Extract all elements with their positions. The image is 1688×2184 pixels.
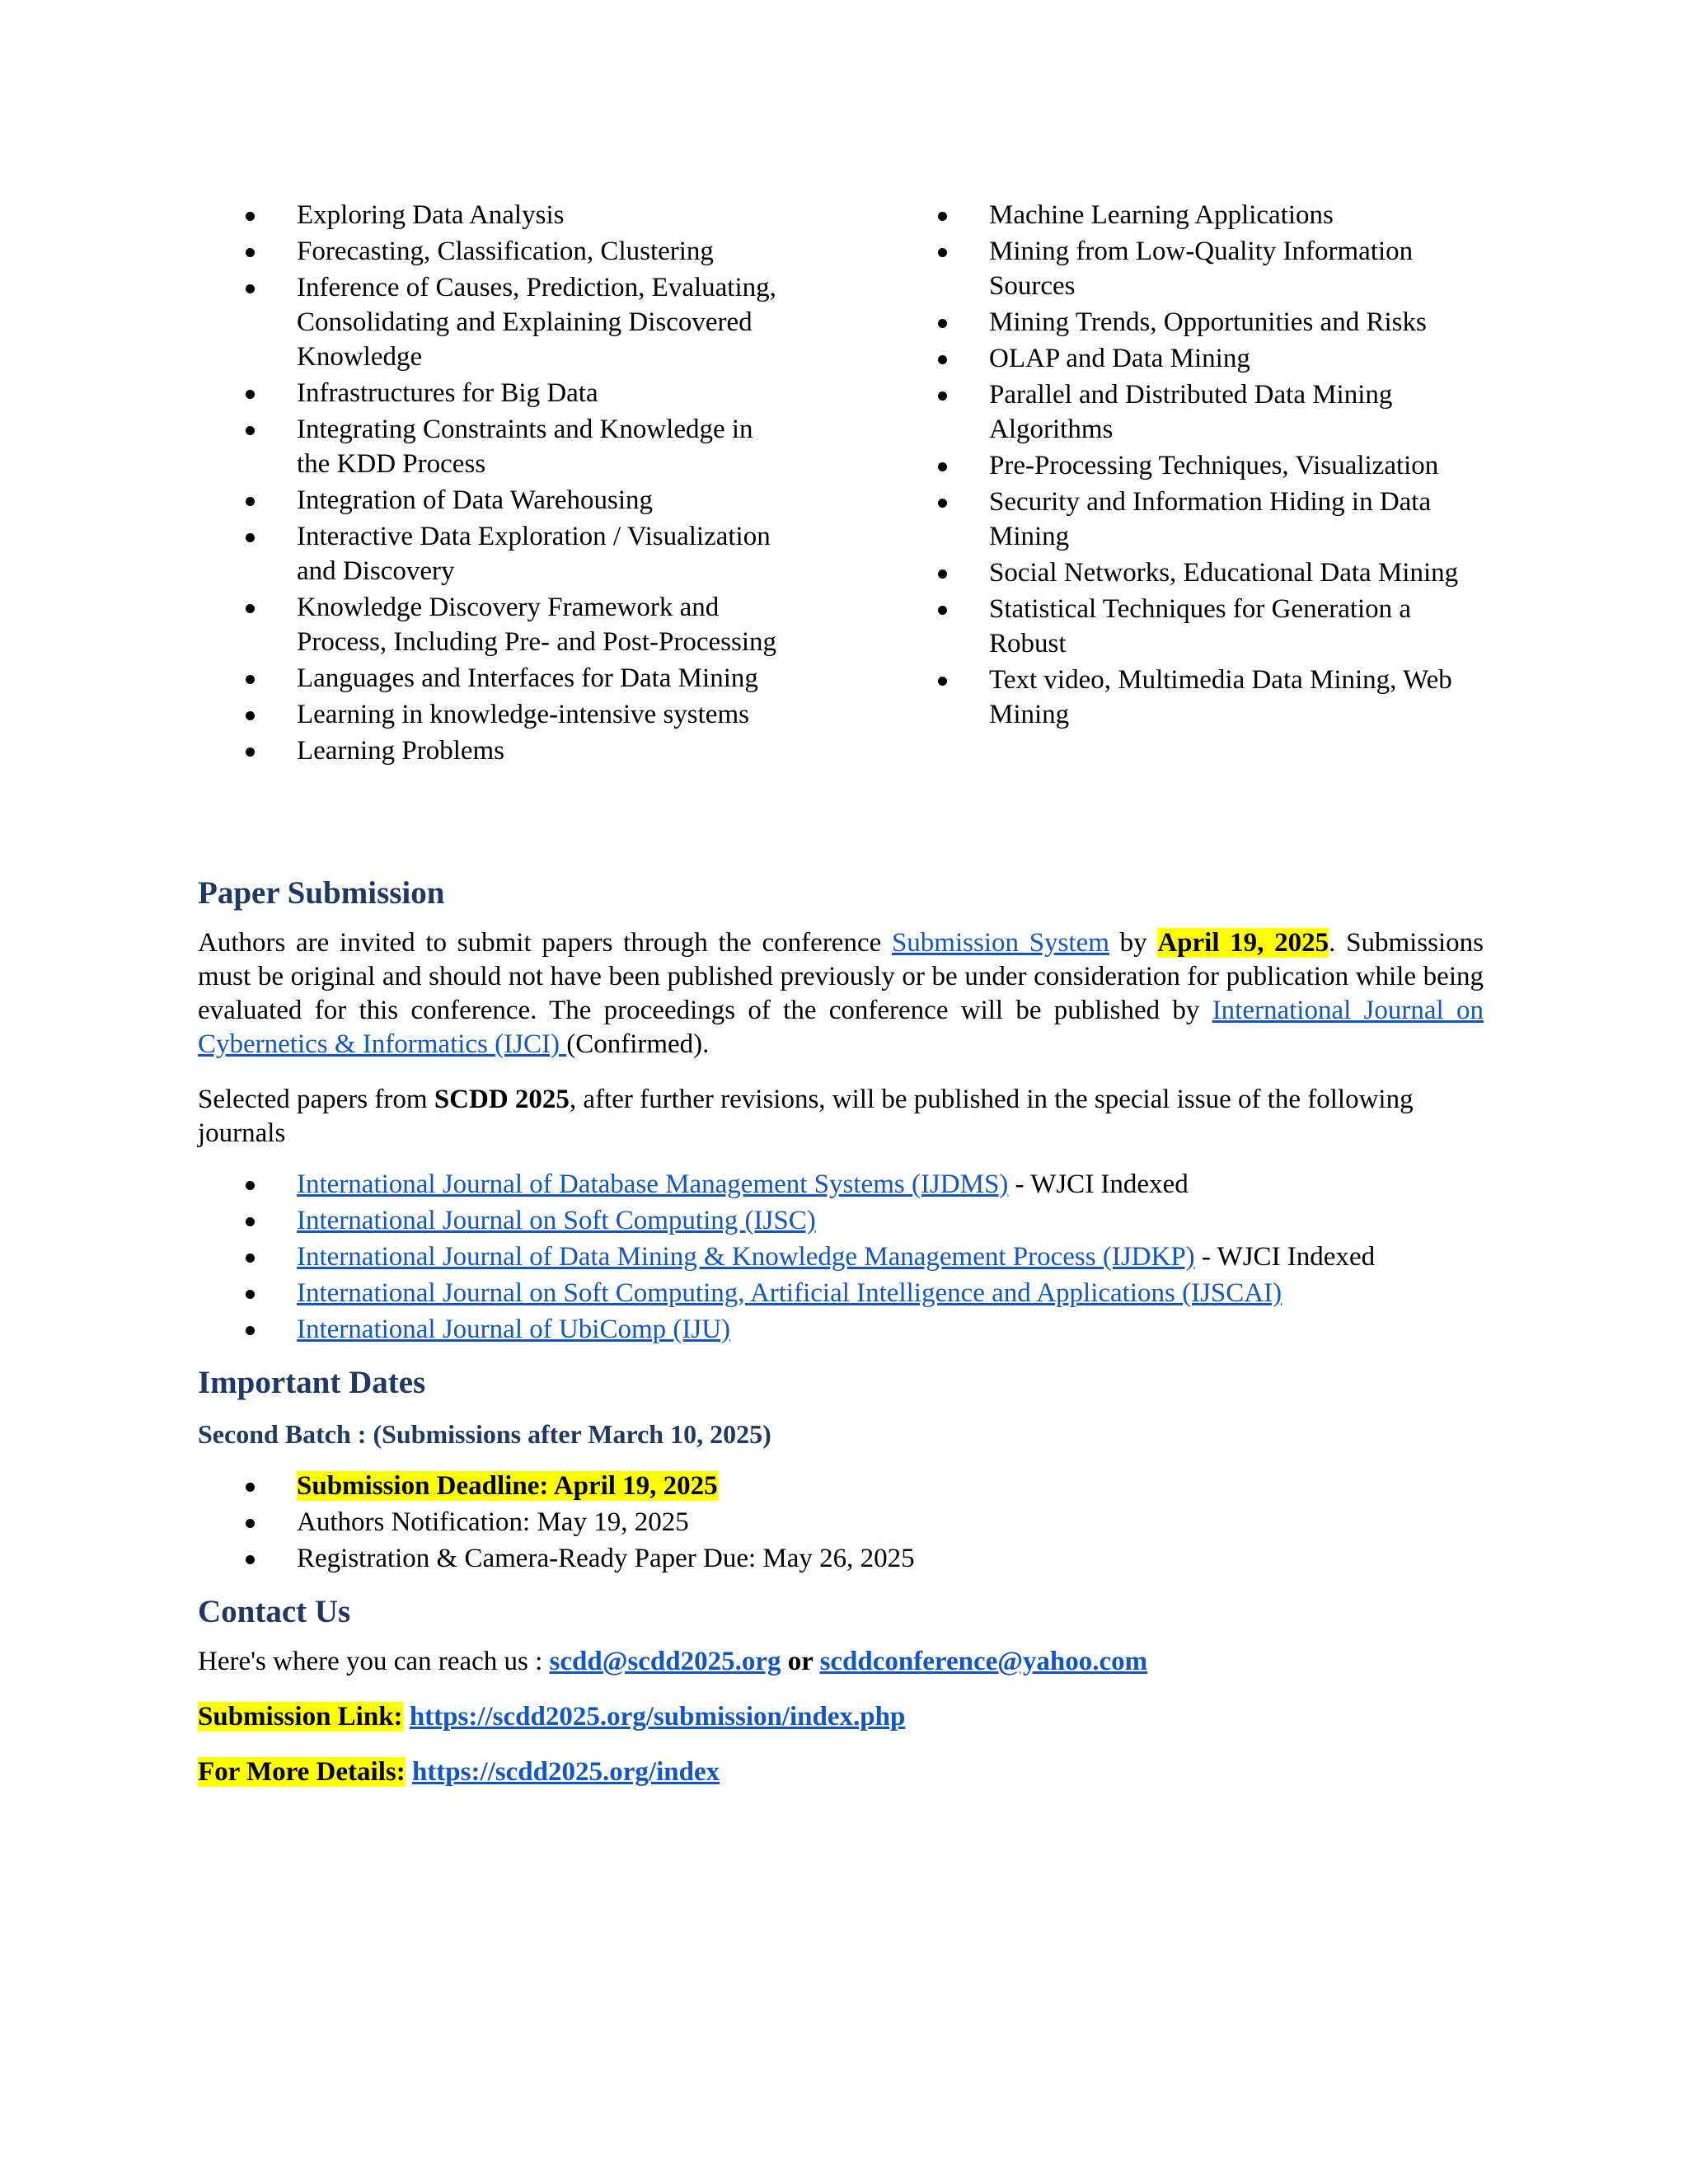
- topic-item: [198, 198, 791, 232]
- topic-item: [198, 519, 791, 588]
- topic-item: [890, 663, 1484, 732]
- topic-text: Learning Problems: [297, 736, 505, 766]
- submission-text: . Submissions must be original and should not have been published previously or be under consideration for publication while being evaluated for this conference. The proceedings of the conference will be published by: [198, 928, 1484, 1025]
- submission-paragraph: [198, 926, 1484, 1062]
- topic-item: [890, 341, 1484, 376]
- notification-date: Authors Notification: May 19, 2025: [297, 1507, 689, 1537]
- topic-text: Knowledge Discovery Framework and Process, Including Pre- and Post-Processing: [297, 593, 777, 657]
- paper-submission-heading: Paper Submission: [198, 875, 445, 911]
- submission-link-label: Submission Link:: [198, 1702, 403, 1732]
- topic-item: [890, 305, 1484, 340]
- topic-text: Security and Information Hiding in Data Mining: [989, 487, 1432, 551]
- topic-text: Pre-Processing Techniques, Visualization: [989, 451, 1439, 480]
- topic-item: [198, 270, 791, 374]
- journal-index-note: - WJCI Indexed: [1194, 1242, 1376, 1272]
- topic-text: Social Networks, Educational Data Mining: [989, 558, 1459, 588]
- submission-text: by: [1109, 928, 1158, 958]
- topics-right-column: [890, 198, 1484, 770]
- submission-text: (Confirmed).: [566, 1029, 710, 1059]
- journal-list: [198, 1167, 1484, 1347]
- email-link-secondary[interactable]: scddconference@yahoo.com: [819, 1647, 1148, 1676]
- topic-text: Interactive Data Exploration / Visualization and Discovery: [297, 522, 771, 586]
- second-batch-heading: Second Batch : (Submissions after March 10, 2025): [198, 1419, 771, 1449]
- topic-text: Forecasting, Classification, Clustering: [297, 237, 714, 266]
- journal-link[interactable]: International Journal on Soft Computing, Artificial Intelligence and Applications (IJSCAI): [297, 1278, 1282, 1308]
- important-dates-heading: Important Dates: [198, 1365, 426, 1400]
- topic-text: Inference of Causes, Prediction, Evaluating, Consolidating and Explaining Discovered Knowledge: [297, 273, 776, 372]
- topic-item: [198, 234, 791, 269]
- journal-item: [198, 1276, 1484, 1310]
- topic-text: Integrating Constraints and Knowledge in the KDD Process: [297, 415, 753, 479]
- submission-date-highlight: April 19, 2025: [1157, 928, 1329, 958]
- journal-item: [198, 1312, 1484, 1347]
- dates-list: [198, 1469, 1484, 1576]
- topic-text: Integration of Data Warehousing: [297, 485, 654, 515]
- topic-item: [890, 198, 1484, 232]
- date-item: [198, 1541, 1484, 1576]
- topic-text: Languages and Interfaces for Data Mining: [297, 663, 758, 693]
- topic-text: Machine Learning Applications: [989, 200, 1334, 230]
- journal-link[interactable]: International Journal of UbiComp (IJU): [297, 1315, 731, 1344]
- contact-or-text: or: [781, 1647, 820, 1676]
- details-link-label: For More Details:: [198, 1757, 406, 1787]
- contact-paragraph: [198, 1645, 1484, 1679]
- main-content: [198, 872, 1484, 1789]
- journal-link[interactable]: International Journal of Database Management Systems (IJDMS): [297, 1169, 1009, 1199]
- topic-item: [890, 448, 1484, 483]
- journal-link[interactable]: International Journal on Soft Computing (IJSC): [297, 1206, 816, 1235]
- topic-item: [198, 590, 791, 659]
- camera-ready-date: Registration & Camera-Ready Paper Due: May 26, 2025: [297, 1544, 915, 1573]
- topic-text: Mining from Low-Quality Information Sources: [989, 237, 1414, 301]
- selected-papers-paragraph: [198, 1083, 1484, 1151]
- date-item: [198, 1469, 1484, 1503]
- journal-item: [198, 1203, 1484, 1238]
- topic-item: [198, 697, 791, 732]
- topic-item: [198, 483, 791, 518]
- details-url-link[interactable]: https://scdd2025.org/index: [411, 1757, 720, 1787]
- submission-system-link[interactable]: Submission System: [891, 928, 1109, 958]
- submission-url-link[interactable]: https://scdd2025.org/submission/index.php: [409, 1702, 906, 1732]
- topic-item: [890, 377, 1484, 447]
- topic-item: [198, 733, 791, 768]
- ijci-journal-link[interactable]: International Journal on Cybernetics & Informatics (IJCI): [198, 996, 1484, 1059]
- topic-text: Statistical Techniques for Generation a Robust: [989, 594, 1412, 658]
- topic-text: Exploring Data Analysis: [297, 200, 565, 230]
- details-link-paragraph: [198, 1755, 1484, 1789]
- topic-item: [890, 234, 1484, 303]
- topic-text: Text video, Multimedia Data Mining, Web Mining: [989, 665, 1452, 729]
- email-link-primary[interactable]: scdd@scdd2025.org: [549, 1647, 781, 1676]
- topic-item: [890, 555, 1484, 590]
- journal-item: [198, 1240, 1484, 1274]
- journal-item: [198, 1167, 1484, 1202]
- contact-text: Here's where you can reach us :: [198, 1647, 550, 1676]
- submission-deadline: Submission Deadline: April 19, 2025: [297, 1471, 718, 1501]
- topic-item: [890, 485, 1484, 554]
- topic-item: [198, 412, 791, 481]
- selected-papers-text: Selected papers from: [198, 1085, 434, 1114]
- topic-text: OLAP and Data Mining: [989, 344, 1250, 373]
- topic-item: [890, 592, 1484, 661]
- journal-link[interactable]: International Journal of Data Mining & Knowledge Management Process (IJDKP): [297, 1242, 1195, 1272]
- conference-name: SCDD 2025: [434, 1085, 570, 1114]
- topic-item: [198, 661, 791, 696]
- topic-text: Mining Trends, Opportunities and Risks: [989, 307, 1427, 337]
- submission-text: Authors are invited to submit papers through the conference: [198, 928, 892, 958]
- topics-left-column: [198, 198, 791, 770]
- topic-text: Parallel and Distributed Data Mining Algorithms: [989, 380, 1393, 444]
- date-item: [198, 1505, 1484, 1540]
- topic-item: [198, 376, 791, 410]
- contact-us-heading: Contact Us: [198, 1594, 351, 1629]
- topic-text: Infrastructures for Big Data: [297, 378, 598, 408]
- topics-section: [198, 198, 1484, 770]
- selected-papers-text: , after further revisions, will be published in the special issue of the following journals: [198, 1085, 1414, 1148]
- topic-text: Learning in knowledge-intensive systems: [297, 700, 749, 729]
- submission-link-paragraph: [198, 1700, 1484, 1734]
- journal-index-note: - WJCI Indexed: [1008, 1169, 1189, 1199]
